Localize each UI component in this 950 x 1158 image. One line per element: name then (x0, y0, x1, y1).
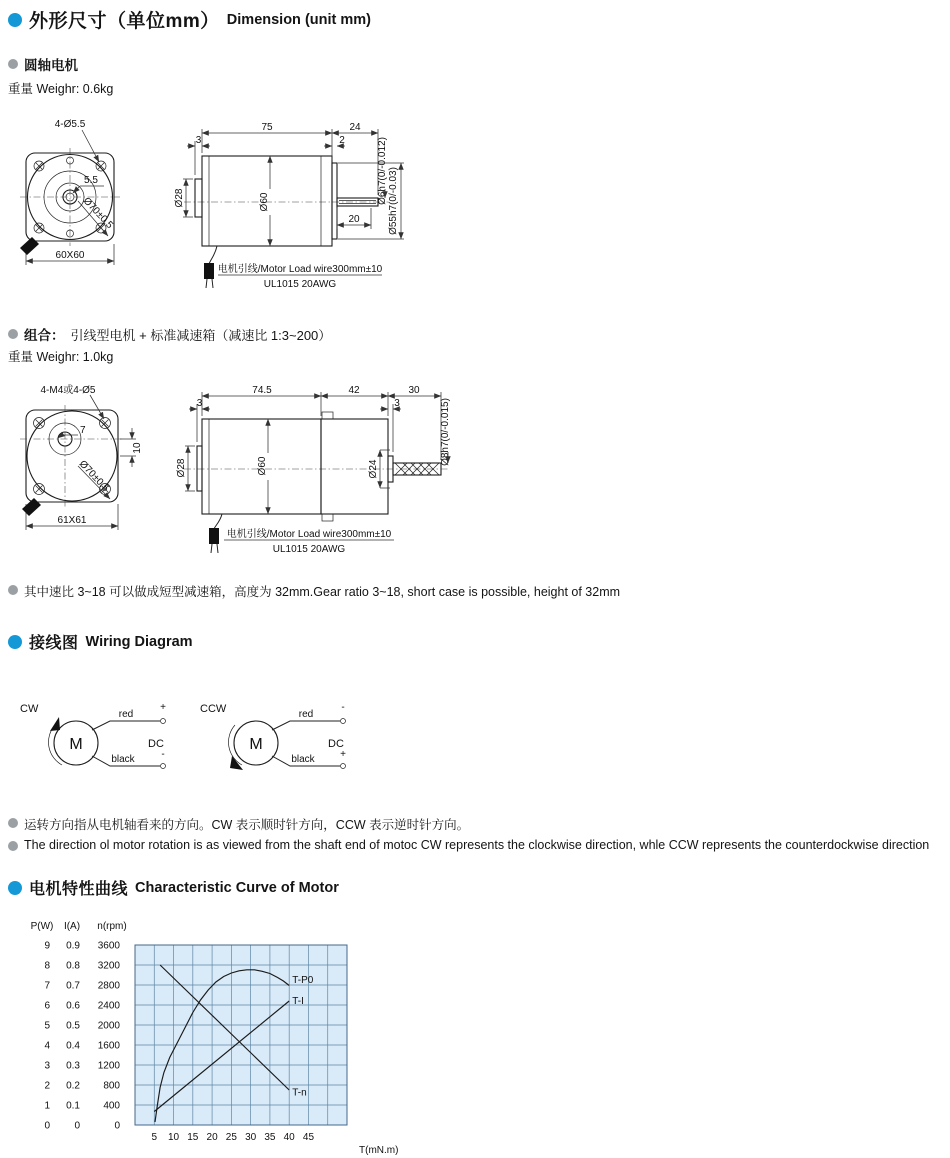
cw-arrow-icon (50, 717, 60, 731)
dim-rear-step: 3 (394, 398, 400, 409)
dimension-drawing-round-shaft-motor (12, 115, 432, 300)
x-tick-label: 45 (302, 1132, 315, 1143)
rotation-direction-label: CCW (200, 703, 227, 715)
dim-boss-dia: Ø28 (176, 458, 187, 478)
dim-front-step: 3 (196, 398, 203, 409)
y-tick-label: 7 (44, 980, 50, 992)
wire-label-black: black (291, 754, 315, 765)
x-tick-label: 30 (245, 1132, 257, 1143)
combo-label-bold: 组合： (24, 328, 65, 343)
supply-label: DC (148, 738, 164, 750)
wire-label-red: red (298, 709, 314, 720)
wiring-diagram-ccw (190, 696, 365, 784)
section-title-zh: 电机特性曲线 (29, 881, 129, 898)
section-title-en: Dimension (unit mm) (226, 11, 371, 28)
motor-symbol: M (69, 736, 83, 753)
y-tick-label: 0.8 (66, 960, 80, 972)
supply-label: DC (328, 738, 344, 750)
dim-flange: 61X61 (57, 515, 87, 526)
y-tick-label: 0.3 (66, 1060, 80, 1072)
lead-wire-label: 电机引线/Motor Load wire300mm±10 (226, 529, 392, 540)
dim-body-length: 75 (261, 122, 273, 133)
gearbox-front-view (20, 383, 143, 530)
y-tick-label: 2000 (97, 1020, 120, 1032)
y-tick-label: 1 (44, 1100, 50, 1112)
lead-wire-spec: UL1015 20AWG (263, 279, 337, 290)
rotation-note-zh-text: 运转方向指从电机轴看来的方向。CW 表示顺时针方向，CCW 表示逆时针方向。 (24, 818, 470, 832)
y-tick-label: 1200 (97, 1060, 120, 1072)
sub-bullet-icon (8, 59, 18, 69)
dim-out-shaft-length: 30 (408, 385, 420, 396)
series-label-T-n: T-n (292, 1087, 307, 1099)
motor-side-view (174, 122, 404, 290)
y-tick-label: 8 (44, 960, 50, 972)
y-tick-label: 1600 (97, 1040, 120, 1052)
y-tick-label: 0.6 (66, 1000, 80, 1012)
y-tick-label: 0.5 (66, 1020, 80, 1032)
note-bullet-icon (8, 841, 18, 851)
rotation-note-zh (8, 815, 938, 833)
y-tick-label: 0 (74, 1120, 80, 1132)
x-tick-label: 40 (283, 1132, 295, 1143)
y-tick-label: 3600 (97, 940, 120, 952)
section-title-wiring (8, 630, 193, 653)
lead-plug-symbol (22, 498, 41, 516)
x-tick-label: 5 (151, 1132, 158, 1143)
dim-shaft-dia: Ø6h7(0/-0.012) (377, 137, 388, 205)
y-axis-title: n(rpm) (97, 921, 127, 932)
y-tick-label: 2800 (97, 980, 120, 992)
wiring-diagram-cw (10, 696, 185, 784)
lead-plug (209, 528, 219, 544)
y-tick-label: 0.1 (66, 1100, 80, 1112)
gear-ratio-note-text: 其中速比 3~18 可以做成短型减速箱，高度为 32mm.Gear ratio 3~18, short case is possible, height of 32mm (24, 585, 621, 599)
note-bullet-icon (8, 585, 18, 595)
dim-gear-length: 42 (348, 385, 360, 396)
x-tick-label: 25 (225, 1132, 237, 1143)
y-tick-label: 0 (114, 1120, 120, 1132)
section-title-curve (8, 876, 339, 899)
lead-wire-spec: UL1015 20AWG (272, 544, 346, 555)
series-label-T-P0: T-P0 (292, 975, 314, 986)
section-title-zh: 接线图 (29, 635, 79, 652)
motor-front-view (20, 119, 120, 265)
y-tick-label: 9 (44, 940, 50, 952)
section-title-en: Wiring Diagram (85, 633, 193, 650)
y-tick-label: 0 (44, 1120, 50, 1132)
y-tick-label: 3 (44, 1060, 50, 1072)
rotation-direction-label: CW (20, 703, 39, 715)
y-axis-title: P(W) (30, 921, 54, 932)
dim-out-boss-dia: Ø24 (368, 459, 379, 479)
characteristic-curve-chart (14, 912, 444, 1158)
section-bullet-icon (8, 881, 22, 895)
weight-note-2: 重量 Weighr: 1.0kg (8, 350, 114, 364)
gear-ratio-note (8, 582, 928, 600)
series-label-T-I: T-I (292, 996, 304, 1007)
section-bullet-icon (8, 13, 22, 27)
dim-offset: 10 (132, 442, 143, 454)
x-tick-label: 10 (167, 1132, 180, 1143)
wire-label-red: red (118, 709, 134, 720)
dim-body-dia: Ø60 (257, 456, 268, 476)
y-tick-label: 2 (44, 1080, 50, 1092)
terminal-sign-bottom: - (161, 749, 165, 760)
section-title-en: Characteristic Curve of Motor (135, 879, 339, 896)
dim-bolt-circle: Ø70±0.5 (76, 458, 111, 495)
dim-flat-length: 20 (348, 214, 360, 225)
dim-flange: 60X60 (55, 250, 85, 261)
gearbox-side-view (176, 385, 451, 555)
dim-key-width: 5.5 (84, 175, 98, 186)
rotation-note-en-text: The direction ol motor rotation is as viewed from the shaft end of motoc CW represents the clockwise direction, whle CCW represents the counterdockwise direction (24, 838, 930, 852)
section-title-dimension (8, 6, 371, 33)
y-tick-label: 4 (44, 1040, 50, 1052)
dim-holes: 4-M4或4-Ø5 (40, 385, 96, 396)
y-tick-label: 0.9 (66, 940, 80, 952)
dim-rear-step: 2 (339, 135, 345, 146)
motor-symbol: M (249, 736, 263, 753)
section-title-zh: 外形尺寸（单位mm） (29, 11, 220, 32)
y-tick-label: 0.4 (66, 1040, 80, 1052)
x-tick-label: 20 (206, 1132, 218, 1143)
dim-holes: 4-Ø5.5 (54, 119, 86, 130)
dim-key-width: 7 (80, 425, 86, 436)
dim-shaft-length: 24 (349, 122, 361, 133)
y-tick-label: 0.2 (66, 1080, 80, 1092)
weight-note-1: 重量 Weighr: 0.6kg (8, 82, 114, 96)
sub-bullet-icon (8, 329, 18, 339)
dim-bolt-circle: Ø70±0.5 (80, 195, 115, 232)
y-tick-label: 2400 (97, 1000, 120, 1012)
wire-label-black: black (111, 754, 135, 765)
y-tick-label: 400 (103, 1100, 120, 1112)
note-bullet-icon (8, 818, 18, 828)
x-tick-label: 15 (187, 1132, 199, 1143)
terminal-sign-bottom: + (340, 749, 346, 760)
x-tick-label: 35 (264, 1132, 276, 1143)
combo-label: 引线型电机 + 标准减速箱（减速比 1:3~200） (70, 327, 332, 343)
section-bullet-icon (8, 635, 22, 649)
terminal-sign-top: + (160, 702, 166, 713)
ccw-arrow-icon (230, 756, 243, 770)
dimension-drawing-geared-motor (12, 382, 452, 572)
y-tick-label: 3200 (97, 960, 120, 972)
y-tick-label: 5 (44, 1020, 50, 1032)
y-tick-label: 0.7 (66, 980, 80, 992)
subsection-combination (8, 324, 331, 344)
dim-front-step: 3 (195, 135, 202, 146)
dim-spigot-dia: Ø55h7(0/-0.03) (388, 167, 399, 235)
lead-wire-label: 电机引线/Motor Load wire300mm±10 (217, 264, 383, 275)
dim-out-shaft-dia: Ø8h7(0/-0.015) (440, 398, 451, 466)
lead-plug-symbol (20, 237, 39, 255)
terminal-sign-top: - (341, 702, 345, 713)
y-tick-label: 800 (103, 1080, 120, 1092)
lead-plug (204, 263, 214, 279)
dim-boss-dia: Ø28 (174, 188, 185, 208)
y-tick-label: 6 (44, 1000, 50, 1012)
subsection-label: 圆轴电机 (24, 58, 78, 73)
dim-motor-length: 74.5 (252, 385, 272, 396)
x-axis-title: T(mN.m) (359, 1145, 399, 1156)
rotation-note-en (8, 838, 943, 852)
y-axis-title: I(A) (63, 921, 81, 932)
subsection-round-shaft-motor (8, 54, 78, 74)
dim-body-dia: Ø60 (259, 192, 270, 212)
